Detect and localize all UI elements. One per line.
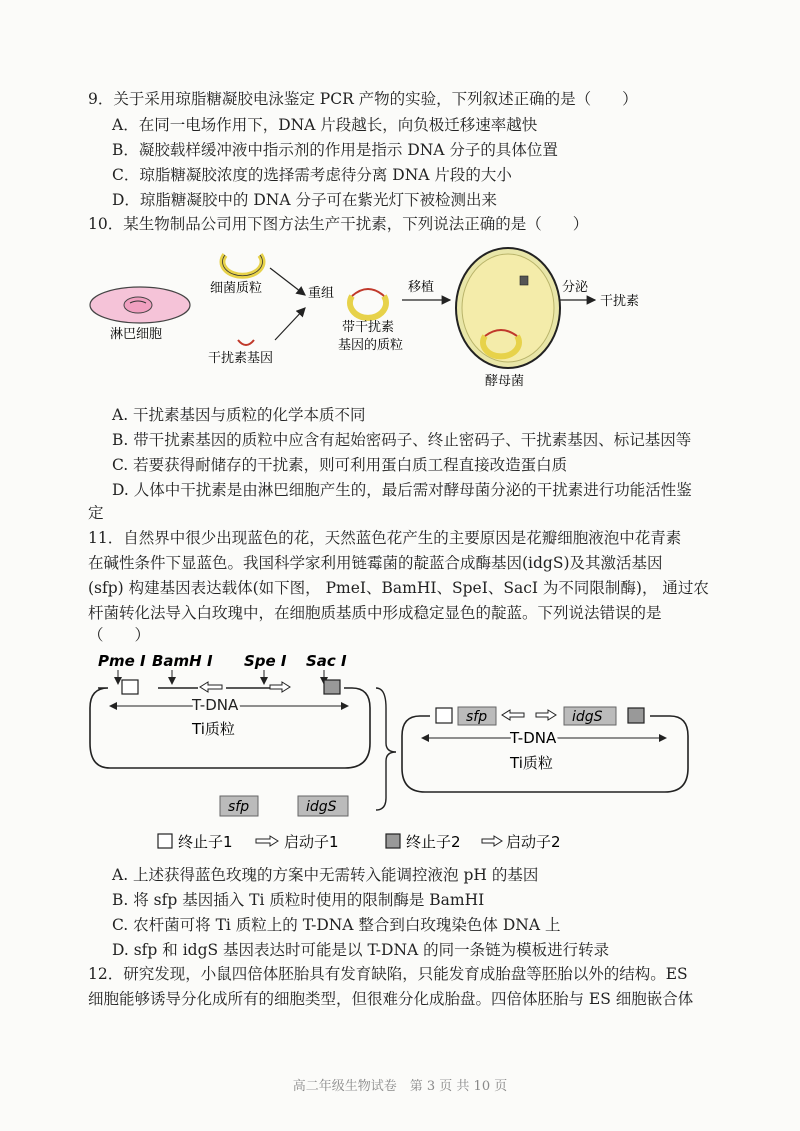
right-sfp-label: sfp bbox=[466, 709, 488, 725]
right-promoter2-icon bbox=[536, 710, 556, 720]
bacterial-plasmid-label: 细菌质粒 bbox=[210, 281, 263, 296]
terminator2-box-icon bbox=[324, 680, 340, 694]
transplant-label: 移植 bbox=[408, 280, 435, 295]
bacterial-plasmid-icon bbox=[223, 255, 263, 276]
q11-figure bbox=[80, 648, 700, 858]
q12-stem-line-1: 12．研究发现，小鼠四倍体胚胎具有发育缺陷，只能发育成胎盘等胚胎以外的结构。ES bbox=[88, 965, 688, 983]
terminator1-box-icon bbox=[122, 680, 138, 694]
right-terminator1-icon bbox=[436, 708, 452, 723]
promoter1-arrow-icon bbox=[200, 682, 222, 692]
q9-option-d: D．琼脂糖凝胶中的 DNA 分子可在紫光灯下被检测出来 bbox=[112, 191, 497, 209]
q10-option-d: D. 人体中干扰素是由淋巴细胞产生的，最后需对酵母菌分泌的干扰素进行功能活性鉴 bbox=[112, 481, 692, 499]
legend-promoter2: 启动子2 bbox=[506, 833, 561, 851]
legend-terminator2: 终止子2 bbox=[406, 833, 461, 851]
q9-option-c: C．琼脂糖凝胶浓度的选择需考虑待分离 DNA 片段的大小 bbox=[112, 166, 512, 184]
q10-option-c: C. 若要获得耐储存的干扰素，则可利用蛋白质工程直接改造蛋白质 bbox=[112, 456, 568, 474]
saci-label: Sac I bbox=[306, 652, 347, 670]
bamhi-label: BamH I bbox=[152, 652, 213, 670]
q10-figure bbox=[80, 240, 700, 390]
promoter2-arrow-icon bbox=[270, 682, 290, 692]
q9-option-a: A．在同一电场作用下，DNA 片段越长，向负极迁移速率越快 bbox=[112, 116, 538, 134]
legend-promoter1-icon bbox=[256, 836, 278, 846]
q12-stem-line-2: 细胞能够诱导分化成所有的细胞类型，但很难分化成胎盘。四倍体胚胎与 ES 细胞嵌合体 bbox=[88, 990, 694, 1008]
arrow-gene-to-recombine bbox=[275, 308, 305, 340]
legend-promoter1: 启动子1 bbox=[284, 833, 339, 851]
legend-terminator2-icon bbox=[386, 834, 400, 848]
left-ti-label: Ti质粒 bbox=[192, 720, 235, 738]
idgs-gene-label: idgS bbox=[306, 799, 337, 815]
page-footer: 高二年级生物试卷 第 3 页 共 10 页 bbox=[292, 1079, 508, 1094]
q11-stem-line-1: 11．自然界中很少出现蓝色的花，天然蓝色花产生的主要原因是花瓣细胞液泡中花青素 bbox=[88, 529, 682, 547]
pmei-label: Pme I bbox=[98, 652, 146, 670]
lymphocyte-cell-icon bbox=[90, 287, 190, 323]
right-idgs-label: idgS bbox=[572, 709, 603, 725]
construct-brace bbox=[376, 688, 396, 810]
q11-option-c: C. 农杆菌可将 Ti 质粒上的 T-DNA 整合到白玫瑰染色体 DNA 上 bbox=[112, 916, 561, 934]
recombinant-plasmid-label-2: 基因的质粒 bbox=[338, 338, 404, 353]
right-tdna-label: T-DNA bbox=[510, 729, 557, 747]
left-tdna-label: T-DNA bbox=[192, 696, 239, 714]
ifn-gene-label: 干扰素基因 bbox=[208, 351, 274, 366]
q10-stem: 10．某生物制品公司用下图方法生产干扰素，下列说法正确的是（ ） bbox=[88, 215, 589, 233]
q11-option-a: A. 上述获得蓝色玫瑰的方案中无需转入能调控液泡 pH 的基因 bbox=[112, 866, 539, 884]
secrete-label: 分泌 bbox=[562, 280, 589, 295]
recombine-label: 重组 bbox=[308, 286, 335, 301]
q11-option-d: D. sfp 和 idgS 基因表达时可能是以 T-DNA 的同一条链为模板进行转录 bbox=[112, 941, 610, 959]
q11-stem-line-3: (sfp) 构建基因表达载体(如下图， PmeI、BamHI、SpeI、SacI 为不同限制酶)， 通过农 bbox=[88, 579, 709, 597]
ifn-gene-icon bbox=[238, 340, 254, 345]
right-ti-label: Ti质粒 bbox=[510, 754, 553, 772]
legend-terminator1-icon bbox=[158, 834, 172, 848]
lymphocyte-label: 淋巴细胞 bbox=[110, 327, 163, 342]
right-terminator2-icon bbox=[628, 708, 644, 723]
interferon-label: 干扰素 bbox=[600, 294, 640, 309]
yeast-label: 酵母菌 bbox=[485, 374, 525, 389]
sfp-gene-label: sfp bbox=[228, 799, 250, 815]
q10-option-a: A. 干扰素基因与质粒的化学本质不同 bbox=[112, 406, 366, 424]
spei-label: Spe I bbox=[244, 652, 287, 670]
right-promoter1-icon bbox=[502, 710, 524, 720]
q9-stem: 9．关于采用琼脂糖凝胶电泳鉴定 PCR 产物的实验，下列叙述正确的是（ ） bbox=[88, 90, 638, 108]
q11-option-b: B. 将 sfp 基因插入 Ti 质粒时使用的限制酶是 BamHI bbox=[112, 891, 485, 909]
yeast-cell-icon bbox=[456, 248, 560, 368]
q11-stem-line-4: 杆菌转化法导入白玫瑰中，在细胞质基质中形成稳定显色的靛蓝。下列说法错误的是 bbox=[88, 604, 662, 622]
q10-option-d-cont: 定 bbox=[88, 504, 104, 522]
legend-promoter2-icon bbox=[482, 836, 502, 846]
q10-option-b: B. 带干扰素基因的质粒中应含有起始密码子、终止密码子、干扰素基因、标记基因等 bbox=[112, 431, 692, 449]
legend-terminator1: 终止子1 bbox=[178, 833, 233, 851]
q9-option-b: B．凝胶载样缓冲液中指示剂的作用是指示 DNA 分子的具体位置 bbox=[112, 141, 558, 159]
arrow-plasmid-to-recombine bbox=[270, 268, 305, 295]
q11-stem-line-2: 在碱性条件下显蓝色。我国科学家利用链霉菌的靛蓝合成酶基因(idgS)及其激活基因 bbox=[88, 554, 663, 572]
recombinant-plasmid-label-1: 带干扰素 bbox=[342, 320, 395, 335]
recombinant-plasmid-icon bbox=[350, 289, 386, 318]
q11-stem-line-5: （ ） bbox=[88, 626, 151, 644]
